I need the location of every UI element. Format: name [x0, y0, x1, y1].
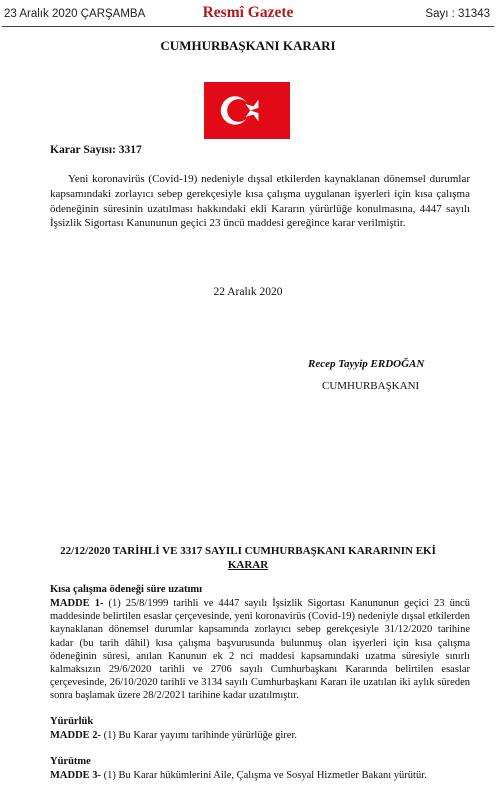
signatory-title: CUMHURBAŞKANI: [322, 380, 420, 392]
masthead-divider: [2, 26, 494, 27]
signatory-name: Recep Tayyip ERDOĞAN: [308, 358, 425, 370]
article-1: [50, 597, 470, 703]
annex-title: [0, 544, 496, 572]
annex-title-line1: 22/12/2020 TARİHLİ VE 3317 SAYILI CUMHURBAŞKANI KARARININ EKİ: [60, 545, 436, 557]
section-heading-article-3: Yürütme: [50, 756, 91, 767]
article-3: [50, 769, 470, 782]
article-2: [50, 729, 470, 742]
article-1-text: (1) 25/8/1999 tarihli ve 4447 sayılı İşsizlik Sigortası Kanununun geçici 23 üncü maddesinde belirtilen esaslar çerçevesinde, yeni koronavirüs (Covid-19) nedeniyle dışsal etkilerden kaynaklanan dönemsel durumlar kapsamında zorlayıcı sebep gerekçesiyle 31/12/2020 tarihine kadar (bu tarih dâhil) kısa çalışma başvurusunda bulunmuş olan işyerleri için kısa çalışma ödeneğinin süresi, anılan Kanunun ek 2 nci maddesi kapsamındaki uzatma süresiyle sınırlı kalmaksızın 29/6/2020 tarihli ve 2706 sayılı Cumhurbaşkanı Kararında belirtilen esaslar çerçevesinde, 26/10/2020 tarihli ve 3134 sayılı Cumhurbaşkanı Kararı ile uzatılan iki aylık süreden sonra başlamak üzere 28/2/2021 tarihine kadar uzatılmıştır.: [50, 598, 470, 702]
article-3-label: MADDE 3-: [50, 770, 102, 781]
article-2-label: MADDE 2-: [50, 730, 102, 741]
section-heading-article-2: Yürürlük: [50, 716, 94, 727]
turkish-flag-icon: [204, 82, 290, 139]
annex-title-line2: KARAR: [227, 559, 269, 571]
section-heading-article-1: Kısa çalışma ödeneği süre uzatımı: [50, 584, 203, 595]
issue-date: 23 Aralık 2020 ÇARŞAMBA: [4, 8, 146, 20]
page-heading: CUMHURBAŞKANI KARARI: [160, 38, 336, 53]
gazette-title: Resmî Gazete: [202, 4, 294, 21]
intro-paragraph: Yeni koronavirüs (Covid-19) nedeniyle dışsal etkilerden kaynaklanan dönemsel durumlar kapsamındaki zorlayıcı sebep gerekçesiyle kısa çalışma uygulanan işyerleri için kısa çalışma ödeneğinin süresinin uzatılması hakkındaki ekli Kararın yürürlüğe konulmasına, 4447 sayılı İşsizlik Sigortası Kanununun geçici 23 üncü maddesi gereğince karar verilmiştir.: [50, 173, 470, 230]
article-2-text: (1) Bu Karar yayımı tarihinde yürürlüğe girer.: [101, 730, 297, 741]
article-3-text: (1) Bu Karar hükümlerini Aile, Çalışma ve Sosyal Hizmetler Bakanı yürütür.: [101, 770, 427, 781]
decree-number: Karar Sayısı: 3317: [50, 144, 142, 156]
article-1-label: MADDE 1-: [50, 598, 104, 609]
decree-date: 22 Aralık 2020: [213, 286, 283, 298]
issue-number: Sayı : 31343: [425, 8, 490, 20]
masthead: [0, 0, 496, 26]
